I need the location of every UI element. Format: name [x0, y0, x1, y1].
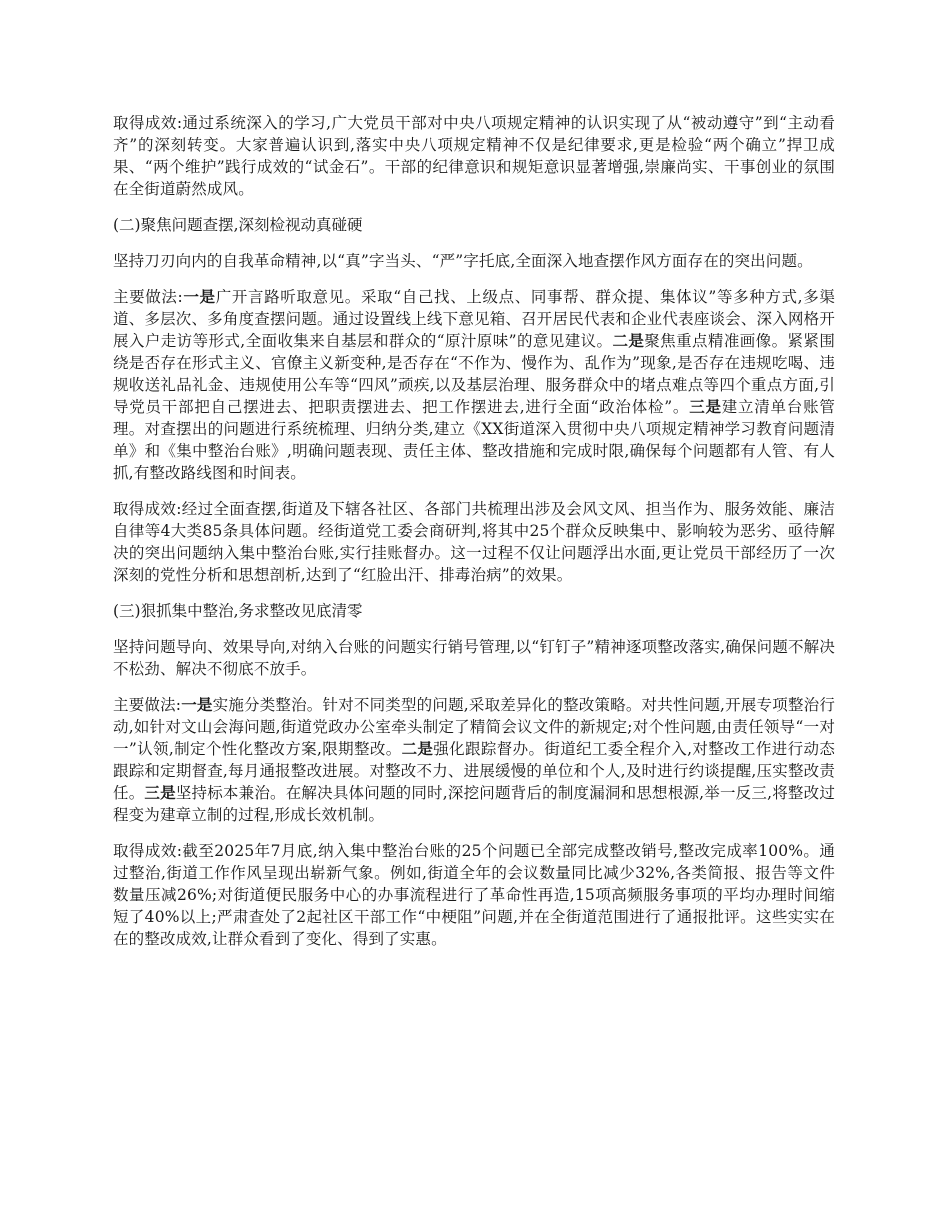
point-three-label: 三是 — [689, 397, 722, 416]
point-one-label: 一是 — [182, 287, 216, 306]
point-two-text: 聚焦重点精准画像。紧紧围绕是否存在形式主义、官僚主义新变种,是否存在“不作为、慢作为、乱作为”现象,是否存在违规吃喝、违规收送礼品礼金、违规使用公车等“四风”顽疾,以及基层治理、服务群众中的堵点难点等四个重点方面,引导党员干部把自己摆进去、把职责摆进去、把工作摆进去,进行全面“政治体检”。 — [113, 332, 835, 416]
section-heading-3: (三)狠抓集中整治,务求整改见底清零 — [113, 602, 363, 620]
paragraph-problem-check-intro: 坚持刀刃向内的自我革命精神,以“真”字当头、“严”字托底,全面深入地查摆作风方面存在的突出问题。 — [113, 252, 813, 270]
point-two-text: 强化跟踪督办。街道纪工委全程介入,对整改工作进行动态跟踪和定期督查,每月通报整改进展。对整改不力、进展缓慢的单位和个人,及时进行约谈提醒,压实整改责任。 — [113, 740, 835, 802]
point-one-label: 一是 — [181, 695, 213, 714]
paragraph-study-results: 取得成效:通过系统深入的学习,广大党员干部对中央八项规定精神的认识实现了从“被动遵守”到“主动看齐”的深刻转变。大家普遍认识到,落实中央八项规定精神不仅是纪律要求,更是检验“两个确立”捍卫成果、“两个维护”践行成效的“试金石”。干部的纪律意识和规矩意识显著增强,崇廉尚实、干事创业的氛围在全街道蔚然成风。 — [113, 114, 835, 198]
document-page — [113, 112, 835, 964]
point-one-text: 广开言路听取意见。采取“自己找、上级点、同事帮、群众提、集体议”等多种方式,多渠道、多层次、多角度查摆问题。通过设置线上线下意见箱、召开居民代表和企业代表座谈会、深入网格开展入户走访等形式,全面收集来自基层和群众的“原汁原味”的意见建议。 — [113, 288, 835, 350]
paragraph-rectification-methods — [113, 694, 835, 826]
point-three-label: 三是 — [144, 783, 176, 802]
paragraph-rectification-results: 取得成效:截至2025年7月底,纳入集中整治台账的25个问题已全部完成整改销号,整改完成率100%。通过整治,街道工作作风呈现出崭新气象。例如,街道全年的会议数量同比减少32%,各类简报、报告等文件数量压减26%;对街道便民服务中心的办事流程进行了革命性再造,15项高频服务事项的平均办理时间缩短了40%以上;严肃查处了2起社区干部工作“中梗阻”问题,并在全街道范围进行了通报批评。这些实实在在的整改成效,让群众看到了变化、得到了实惠。 — [113, 842, 835, 948]
paragraph-problem-check-methods — [113, 286, 835, 484]
point-one-text: 实施分类整治。针对不同类型的问题,采取差异化的整改策略。对共性问题,开展专项整治行动,如针对文山会海问题,街道党政办公室牵头制定了精简会议文件的新规定;对个性问题,由责任领导“一对一”认领,制定个性化整改方案,限期整改。 — [113, 696, 835, 758]
paragraph-problem-check-results: 取得成效:经过全面查摆,街道及下辖各社区、各部门共梳理出涉及会风文风、担当作为、服务效能、廉洁自律等4大类85条具体问题。经街道党工委会商研判,将其中25个群众反映集中、影响较为恶劣、亟待解决的突出问题纳入集中整治台账,实行挂账督办。这一过程不仅让问题浮出水面,更让党员干部经历了一次深刻的党性分析和思想剖析,达到了“红脸出汗、排毒治病”的效果。 — [113, 500, 835, 584]
point-three-text: 坚持标本兼治。在解决具体问题的同时,深挖问题背后的制度漏洞和思想根源,举一反三,将整改过程变为建章立制的过程,形成长效机制。 — [113, 784, 835, 824]
point-two-label: 二是 — [401, 739, 434, 758]
methods-label: 主要做法: — [113, 696, 182, 714]
paragraph-rectification-intro: 坚持问题导向、效果导向,对纳入台账的问题实行销号管理,以“钉钉子”精神逐项整改落实,确保问题不解决不松劲、解决不彻底不放手。 — [113, 638, 835, 678]
point-three-text: 建立清单台账管理。对查摆出的问题进行系统梳理、归纳分类,建立《XX街道深入贯彻中央八项规定精神学习教育问题清单》和《集中整治台账》,明确问题表现、责任主体、整改措施和完成时限,确保每个问题都有人管、有人抓,有整改路线图和时间表。 — [113, 398, 835, 482]
point-two-label: 二是 — [612, 331, 645, 350]
methods-label: 主要做法: — [113, 288, 183, 306]
section-heading-2: (二)聚焦问题查摆,深刻检视动真碰硬 — [113, 216, 363, 234]
